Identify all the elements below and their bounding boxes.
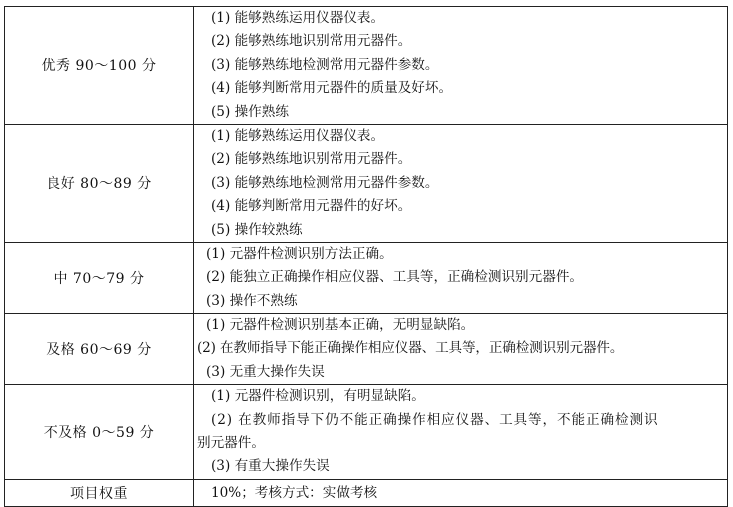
criteria-item: (3) 操作不熟练 bbox=[206, 292, 298, 309]
weight-label: 项目权重 bbox=[70, 485, 128, 502]
criteria-item: (2) 在教师指导下能正确操作相应仪器、工具等，正确检测识别元器件。 bbox=[197, 340, 624, 357]
criteria-item: (1) 元器件检测识别，有明显缺陷。 bbox=[211, 388, 425, 405]
weight-value-cell bbox=[194, 479, 728, 506]
grading-criteria-table bbox=[4, 6, 728, 507]
criteria-cell bbox=[194, 242, 728, 313]
grade-level-label: 中 70～79 分 bbox=[53, 270, 145, 287]
table-row-excellent bbox=[5, 7, 728, 125]
criteria-cell bbox=[194, 124, 728, 242]
criteria-item: (5) 操作熟练 bbox=[211, 103, 289, 120]
criteria-item: (2) 能够熟练地识别常用元器件。 bbox=[211, 33, 412, 50]
criteria-item: (4) 能够判断常用元器件的好坏。 bbox=[211, 198, 412, 215]
criteria-item: (1) 元器件检测识别基本正确，无明显缺陷。 bbox=[206, 317, 475, 334]
criteria-item: (3) 能够熟练地检测常用元器件参数。 bbox=[211, 174, 439, 191]
table-row-fail bbox=[5, 385, 728, 480]
grade-level-label: 及格 60～69 分 bbox=[46, 342, 152, 359]
criteria-item: (1) 能够熟练运用仪器仪表。 bbox=[211, 127, 385, 144]
table-row-good bbox=[5, 124, 728, 242]
criteria-item: (1) 能够熟练运用仪器仪表。 bbox=[211, 10, 385, 26]
table-row-medium bbox=[5, 242, 728, 313]
criteria-item: (2) 能独立正确操作相应仪器、工具等，正确检测识别元器件。 bbox=[206, 269, 584, 286]
criteria-cell bbox=[194, 385, 728, 480]
grade-level-label: 不及格 0～59 分 bbox=[43, 425, 155, 442]
criteria-item-continuation: 别元器件。 bbox=[197, 435, 265, 452]
grading-table-container bbox=[4, 6, 728, 507]
criteria-item: (3) 能够熟练地检测常用元器件参数。 bbox=[211, 56, 439, 73]
criteria-item: (2) 在教师指导下仍不能正确操作相应仪器、工具等，不能正确检测识 bbox=[211, 411, 659, 428]
grade-level-label: 良好 80～89 分 bbox=[46, 176, 152, 193]
weight-value: 10%；考核方式：实做考核 bbox=[211, 484, 378, 501]
table-row-weight bbox=[5, 479, 728, 506]
grade-level-cell bbox=[5, 314, 194, 385]
criteria-cell bbox=[194, 314, 728, 385]
criteria-item: (3) 无重大操作失误 bbox=[206, 363, 325, 380]
grade-level-cell bbox=[5, 242, 194, 313]
grade-level-label: 优秀 90～100 分 bbox=[41, 58, 157, 75]
criteria-item: (1) 元器件检测识别方法正确。 bbox=[206, 245, 393, 262]
criteria-item: (3) 有重大操作失误 bbox=[211, 458, 330, 475]
weight-label-cell bbox=[5, 479, 194, 506]
grade-level-cell bbox=[5, 7, 194, 125]
criteria-item: (4) 能够判断常用元器件的质量及好坏。 bbox=[211, 80, 453, 97]
criteria-item: (2) 能够熟练地识别常用元器件。 bbox=[211, 151, 412, 168]
criteria-cell bbox=[194, 7, 728, 125]
criteria-item: (5) 操作较熟练 bbox=[211, 221, 303, 238]
grade-level-cell bbox=[5, 385, 194, 480]
grade-level-cell bbox=[5, 124, 194, 242]
table-row-pass bbox=[5, 314, 728, 385]
